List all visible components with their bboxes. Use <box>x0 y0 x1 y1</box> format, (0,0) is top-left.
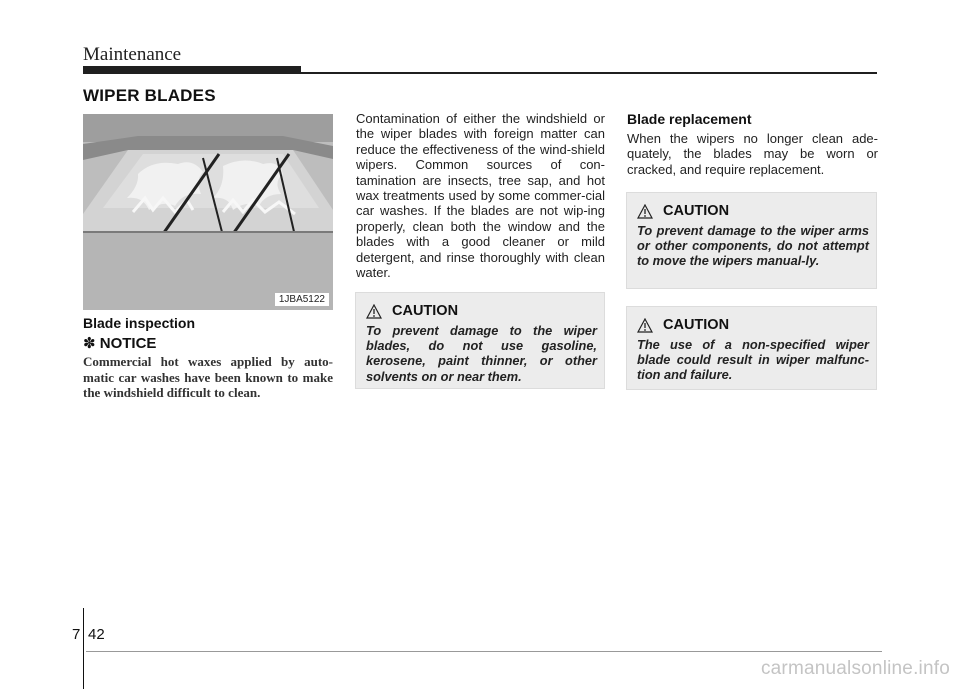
watermark: carmanualsonline.info <box>760 658 950 679</box>
chapter-number: 7 <box>72 626 81 643</box>
caution-box-move-wipers <box>626 192 877 289</box>
warning-triangle-icon <box>366 304 382 319</box>
figure-label: 1JBA5122 <box>275 293 329 306</box>
warning-triangle-icon <box>637 204 653 219</box>
blade-replacement-heading: Blade replacement <box>627 111 752 127</box>
caution-text: To prevent damage to the wiper blades, do not use gasoline, kerosene, paint thinner, or other solvents on or near them. <box>366 323 597 384</box>
replacement-paragraph: When the wipers no longer clean ade-quately, the blades may be worn or cracked, and require replacement. <box>627 131 878 177</box>
caution-text: The use of a non-specified wiper blade could result in wiper malfunc-tion and failure. <box>637 337 869 383</box>
footer-divider <box>83 608 84 689</box>
header-rule <box>301 72 877 74</box>
caution-title: CAUTION <box>392 303 459 319</box>
windshield-illustration <box>83 114 333 310</box>
warning-triangle-icon <box>637 318 653 333</box>
windshield-photo <box>83 114 333 310</box>
page-number: 42 <box>88 626 105 643</box>
caution-heading <box>637 317 869 333</box>
contamination-paragraph: Contamination of either the windshield or the wiper blades with foreign matter can reduce the effectiveness of the wind-shield wipers. Common sources of con-tamination are insects, tree sap, and hot wax treatments used by some commer-cial car washes. If the blades are not wip-ing properly, clean both the window and the blades with a good cleaner or mild detergent, and rinse thoroughly with clean water. <box>356 111 605 281</box>
notice-title: NOTICE <box>99 335 157 352</box>
caution-heading <box>637 203 869 219</box>
caution-box-solvents <box>355 292 605 389</box>
notice-heading <box>83 334 156 352</box>
footer-rule <box>86 651 882 652</box>
caution-box-non-specified-blade <box>626 306 877 390</box>
caution-heading <box>366 303 597 319</box>
page-heading: WIPER BLADES <box>83 86 216 105</box>
caution-text: To prevent damage to the wiper arms or other components, do not attempt to move the wipers manual-ly. <box>637 223 869 269</box>
notice-icon: ✽ <box>83 335 96 352</box>
caution-title: CAUTION <box>663 317 730 333</box>
section-title: Maintenance <box>83 44 182 65</box>
caution-title: CAUTION <box>663 203 730 219</box>
notice-text: Commercial hot waxes applied by auto-matic car washes have been known to make the windshield difficult to clean. <box>83 354 333 400</box>
header-bar <box>83 66 301 74</box>
blade-inspection-heading: Blade inspection <box>83 315 196 331</box>
